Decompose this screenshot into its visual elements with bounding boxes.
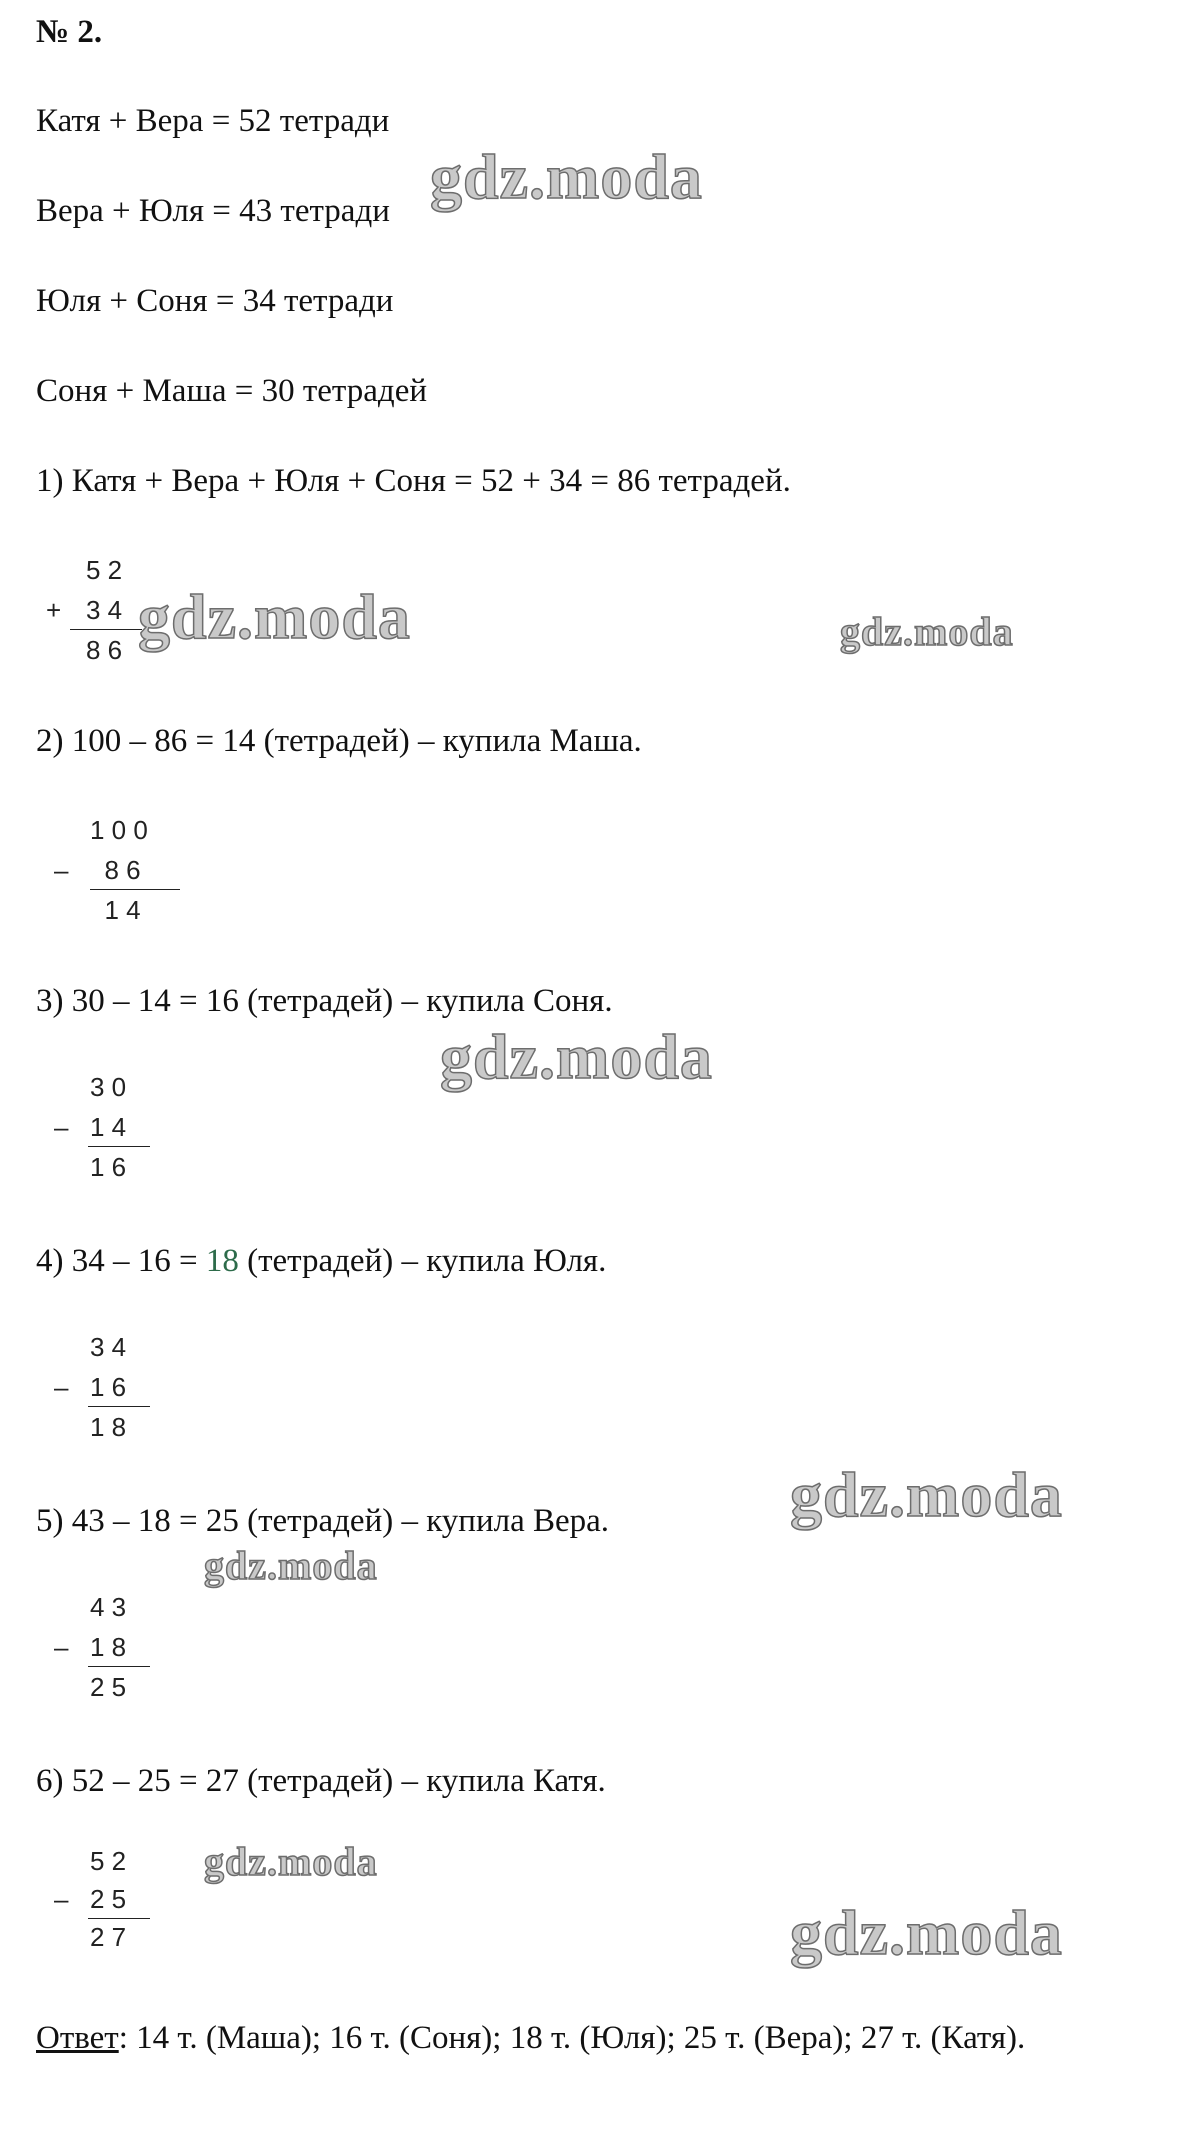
- calc-operator: –: [54, 1372, 69, 1402]
- calc-row: 8 6: [90, 855, 141, 885]
- answer-text: : 14 т. (Маша); 16 т. (Соня); 18 т. (Юля); 25 т. (Вера); 27 т. (Катя).: [118, 2020, 1026, 2056]
- step-line: 6) 52 – 25 = 27 (тетрадей) – купила Катя.: [36, 1763, 606, 1799]
- condition-line: Катя + Вера = 52 тетради: [36, 103, 390, 139]
- calc-underline: [70, 629, 142, 630]
- calc-row: 1 8: [90, 1632, 127, 1662]
- watermark: gdz.moda: [204, 1839, 378, 1884]
- calc-underline: [88, 1146, 150, 1147]
- watermark: gdz.moda: [840, 609, 1014, 654]
- calc-result: 8 6: [86, 635, 123, 665]
- step-line: 1) Катя + Вера + Юля + Соня = 52 + 34 = 86 тетрадей.: [36, 463, 791, 499]
- watermark: gdz.moda: [790, 1459, 1063, 1530]
- condition-line: Соня + Маша = 30 тетрадей: [36, 373, 428, 409]
- step-text-suffix: (тетрадей) – купила Юля.: [238, 1243, 607, 1279]
- calc-result: 2 5: [90, 1672, 127, 1702]
- calc-row: 1 6: [90, 1372, 127, 1402]
- calc-result: 1 4: [90, 895, 141, 925]
- calc-result: 1 6: [90, 1152, 127, 1182]
- calc-row: 1 0 0: [90, 815, 148, 845]
- condition-line: Вера + Юля = 43 тетради: [36, 193, 390, 229]
- calc-row: 3 4: [90, 1332, 127, 1362]
- calc-operator: –: [54, 1632, 69, 1662]
- calc-row: 2 5: [90, 1884, 127, 1914]
- answer-line: [36, 2020, 1025, 2057]
- calc-row: 1 4: [90, 1112, 127, 1142]
- calc-row: 3 0: [90, 1072, 127, 1102]
- calc-underline: [88, 1918, 150, 1919]
- calc-operator: –: [54, 855, 69, 885]
- watermark: gdz.moda: [790, 1897, 1063, 1968]
- answer-label: Ответ: [36, 2020, 119, 2056]
- calc-operator: –: [54, 1884, 69, 1914]
- calc-row: 5 2: [90, 1846, 127, 1876]
- calc-row: 5 2: [86, 555, 123, 585]
- task-number: № 2.: [36, 14, 103, 50]
- calc-result: 2 7: [90, 1922, 127, 1952]
- calc-operator: +: [46, 595, 62, 625]
- calc-underline: [88, 1406, 150, 1407]
- step-line: 3) 30 – 14 = 16 (тетрадей) – купила Соня.: [36, 983, 613, 1019]
- calc-operator: –: [54, 1112, 69, 1142]
- highlighted-result: 18: [205, 1243, 239, 1279]
- watermark: gdz.moda: [430, 141, 703, 212]
- watermark: gdz.moda: [440, 1021, 713, 1092]
- step-text-prefix: 4) 34 – 16 =: [36, 1243, 206, 1279]
- calc-row: 4 3: [90, 1592, 127, 1622]
- calc-result: 1 8: [90, 1412, 127, 1442]
- watermark: gdz.moda: [138, 581, 411, 652]
- condition-line: Юля + Соня = 34 тетради: [36, 283, 394, 319]
- calc-underline: [88, 1666, 150, 1667]
- step-line: [36, 1243, 606, 1280]
- step-line: 2) 100 – 86 = 14 (тетрадей) – купила Маша.: [36, 723, 642, 759]
- calc-row: 3 4: [86, 595, 123, 625]
- calc-underline: [90, 889, 180, 890]
- step-line: 5) 43 – 18 = 25 (тетрадей) – купила Вера.: [36, 1503, 610, 1539]
- watermark: gdz.moda: [204, 1543, 378, 1588]
